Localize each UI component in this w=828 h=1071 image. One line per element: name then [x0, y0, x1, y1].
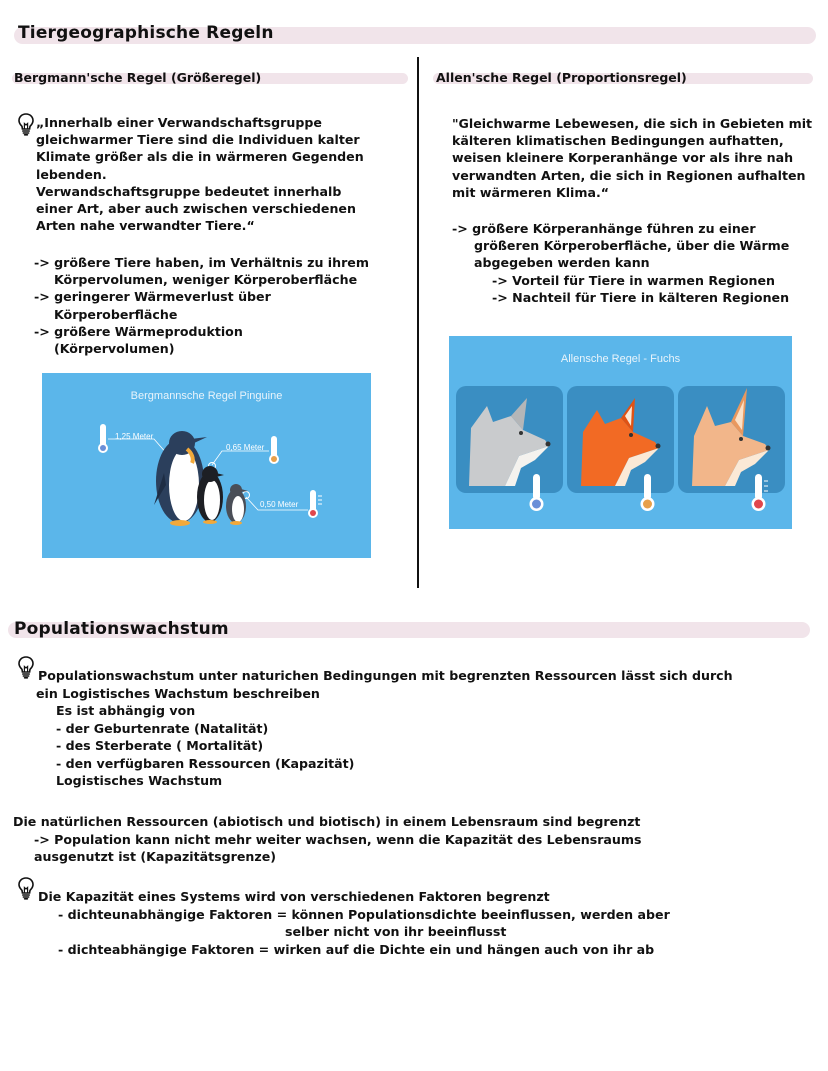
bullet-line: Körpervolumen, weniger Körperoberfläche [54, 272, 358, 288]
bergmann-bullets [34, 254, 369, 357]
height-label: 0,50 Meter [260, 500, 299, 509]
thermometer-icon [752, 474, 769, 511]
text-line: -> Population kann nicht mehr weiter wachsen, wenn die Kapazität des Lebensraums [34, 831, 642, 847]
thermometer-icon [530, 474, 544, 511]
figure-title: Bergmannsche Regel Pinguine [130, 390, 283, 402]
bergmann-heading: Bergmann'sche Regel (Größeregel) [14, 70, 262, 85]
text-line: gleichwarmer Tiere sind die Individuen kalter [36, 132, 360, 148]
thermometer-icon [641, 474, 655, 511]
height-label: 0,65 Meter [226, 443, 265, 452]
text-line: ausgenutzt ist (Kapazitätsgrenze) [34, 849, 276, 864]
thermometer-icon [98, 424, 108, 453]
fox-figure [449, 336, 792, 529]
penguin-illustration [42, 373, 371, 558]
text-line: ein Logistisches Wachstum beschreiben [36, 685, 320, 701]
fox-illustration [449, 336, 792, 529]
text-line: selber nicht von ihr beeinflusst [285, 924, 507, 939]
allen-bullets [452, 220, 789, 306]
text-line: - dichteunabhängige Faktoren = können Populationsdichte beeinflussen, werden aber [58, 906, 670, 922]
text-line: - der Geburtenrate (Natalität) [56, 720, 269, 736]
thermometer-icon [308, 490, 322, 518]
penguin-figure [42, 373, 371, 558]
wolf-icon [469, 398, 551, 486]
text-line: Arten nahe verwandter Tiere.“ [36, 218, 255, 234]
text-line: - dichteabhängige Faktoren = wirken auf die Dichte ein und hängen auch von ihr ab [58, 941, 655, 957]
population-paragraph-1 [38, 667, 733, 790]
text-line: „Innerhalb einer Verwandschaftsgruppe [36, 115, 322, 130]
population-paragraph-2 [13, 813, 642, 866]
bullet-line: (Körpervolumen) [54, 341, 175, 357]
text-line: Verwandschaftsgruppe bedeutet innerhalb [36, 183, 342, 199]
bullet-line: -> Vorteil für Tiere in warmen Regionen [492, 272, 776, 288]
bergmann-quote [36, 114, 364, 234]
bullet-line: -> größere Wärmeproduktion [34, 323, 243, 339]
penguin-icon [226, 484, 248, 525]
bullet-line: -> Nachteil für Tiere in kälteren Regionen [492, 289, 790, 305]
text-line: einer Art, aber auch zwischen verschiedenen [36, 201, 356, 217]
text-line: lebenden. [36, 166, 107, 182]
height-label: 1,25 Meter [115, 432, 154, 441]
text-line: "Gleichwarme Lebewesen, die sich in Gebieten mit [452, 116, 813, 131]
text-line: Es ist abhängig von [56, 703, 196, 718]
penguin-icon [154, 431, 207, 526]
section-title: Tiergeographische Regeln [18, 23, 274, 43]
text-line: weisen kleinere Korperanhänge vor als ihre nah [452, 150, 794, 166]
text-line: Die Kapazität eines Systems wird von verschiedenen Faktoren begrenzt [38, 889, 550, 904]
text-line: Populationswachstum unter naturichen Bedingungen mit begrenzten Ressourcen lässt sich durch [38, 668, 733, 683]
lightbulb-icon [17, 655, 35, 680]
text-line: Die natürlichen Ressourcen (abiotisch und biotisch) in einem Lebensraum sind begrenzt [13, 814, 641, 829]
text-line: verwandten Arten, die sich in Regionen aufhalten [452, 167, 806, 183]
thermometer-icon [269, 436, 279, 464]
text-line: - den verfügbaren Ressourcen (Kapazität) [56, 755, 355, 771]
fox-icon [692, 388, 771, 486]
figure-title: Allensche Regel - Fuchs [560, 353, 681, 365]
section-title: Populationswachstum [14, 619, 229, 639]
bullet-line: -> größere Körperanhänge führen zu einer [452, 221, 756, 236]
bullet-line: -> größere Tiere haben, im Verhältnis zu ihrem [34, 255, 369, 270]
population-paragraph-3 [38, 888, 670, 958]
text-line: - des Sterberate ( Mortalität) [56, 738, 264, 753]
text-line: Logistisches Wachstum [56, 773, 223, 788]
bullet-line: -> geringerer Wärmeverlust über [34, 289, 271, 305]
text-line: mit wärmeren Klima.“ [452, 184, 610, 200]
text-line: Klimate größer als die in wärmeren Gegenden [36, 149, 364, 165]
fox-icon [581, 398, 661, 486]
column-divider [417, 57, 419, 588]
lightbulb-icon [17, 112, 35, 137]
text-line: kälteren klimatischen Bedingungen aufhatten, [452, 133, 784, 149]
bullet-line: abgegeben werden kann [474, 255, 650, 271]
allen-quote [452, 115, 812, 201]
lightbulb-icon [17, 876, 35, 901]
allen-heading: Allen'sche Regel (Proportionsregel) [436, 70, 687, 85]
bullet-line: größeren Körperoberfläche, über die Wärme [474, 238, 790, 254]
bullet-line: Körperoberfläche [54, 306, 178, 322]
